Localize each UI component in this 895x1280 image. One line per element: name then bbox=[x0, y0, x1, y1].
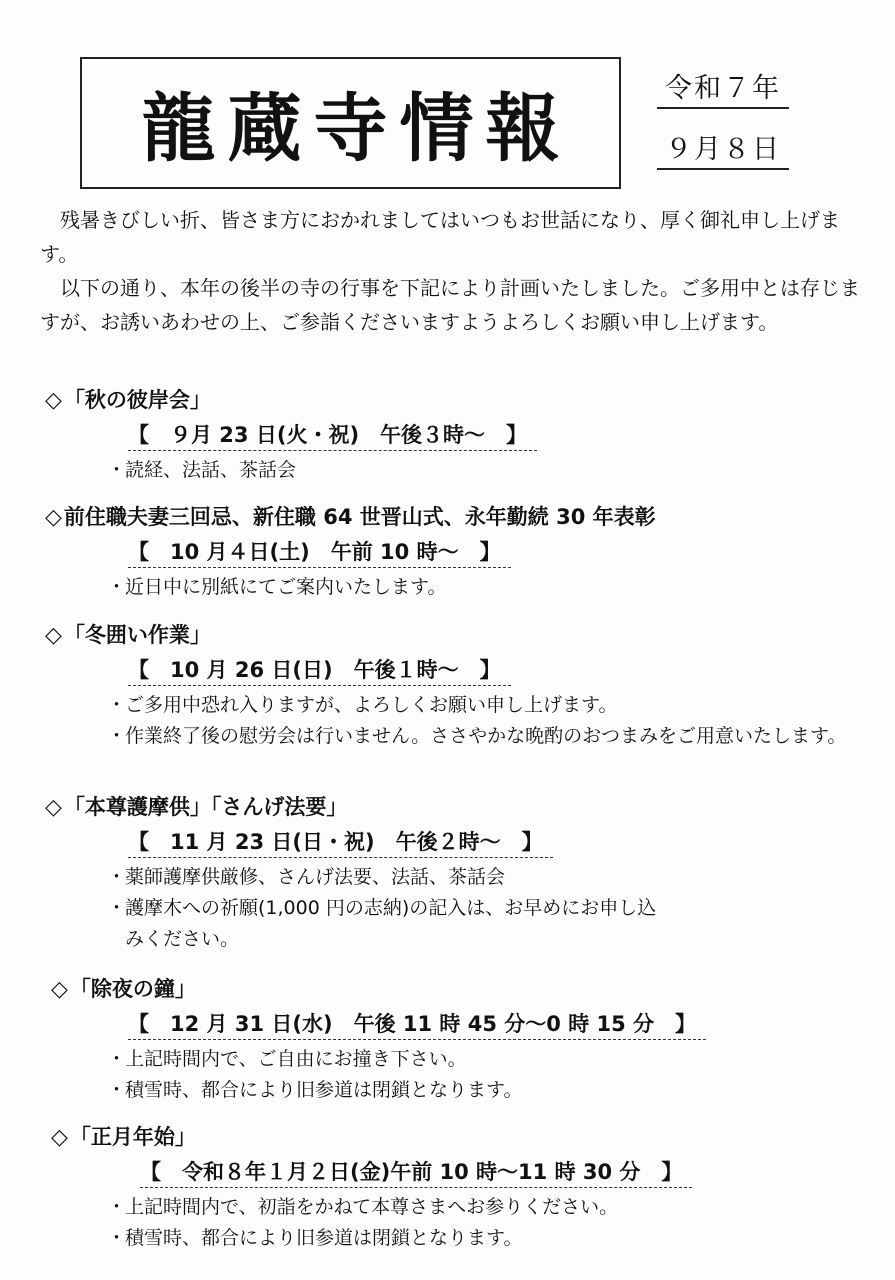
event-title bbox=[45, 1120, 855, 1155]
event-title bbox=[45, 790, 855, 825]
event-title-text: 「本尊護摩供」「さんげ法要」 bbox=[63, 795, 348, 819]
diamond-icon: ◇ bbox=[45, 505, 62, 530]
diamond-icon: ◇ bbox=[51, 977, 68, 1002]
event-notes bbox=[103, 455, 855, 486]
diamond-icon: ◇ bbox=[45, 388, 62, 413]
intro-text bbox=[40, 203, 860, 339]
event-title bbox=[45, 500, 855, 535]
event-notes bbox=[103, 1192, 855, 1254]
intro-paragraph-1: 残暑きびしい折、皆さま方におかれましてはいつもお世話になり、厚く御礼申し上げます。 bbox=[40, 208, 840, 266]
event-note: ・上記時間内で、初詣をかねて本尊さまへお参りください。 bbox=[107, 1196, 619, 1218]
event-title-text: 「正月年始」 bbox=[69, 1125, 196, 1149]
event-title-text: 「除夜の鐘」 bbox=[69, 977, 196, 1001]
event-title bbox=[45, 972, 855, 1007]
page-title: 龍蔵寺情報 bbox=[141, 86, 572, 172]
date-day: ９月８日 bbox=[657, 127, 789, 170]
event-schedule: 【 ９月 23 日(火・祝) 午後３時～ 】 bbox=[128, 420, 537, 451]
event-schedule: 【 10 月４日(土) 午前 10 時～ 】 bbox=[128, 537, 511, 568]
event-goma-service bbox=[45, 790, 855, 955]
event-note: ・薬師護摩供厳修、さんげ法要、法話、茶話会 bbox=[107, 866, 506, 888]
event-notes bbox=[103, 862, 663, 955]
event-note: ・積雪時、都合により旧参道は閉鎖となります。 bbox=[107, 1079, 523, 1101]
event-note: ・近日中に別紙にてご案内いたします。 bbox=[107, 576, 447, 598]
event-schedule: 【 12 月 31 日(水) 午後 11 時 45 分～0 時 15 分 】 bbox=[128, 1009, 706, 1040]
event-notes bbox=[103, 1044, 855, 1106]
event-note: ・ご多用中恐れ入りますが、よろしくお願い申し上げます。 bbox=[107, 694, 618, 716]
event-title-text: 「秋の彼岸会」 bbox=[63, 388, 211, 412]
intro-paragraph-2: 以下の通り、本年の後半の寺の行事を下記により計画いたしました。ご多用中とは存じますが、お誘いあわせの上、ご参詣くださいますようよろしくお願い申し上げます。 bbox=[40, 276, 860, 334]
diamond-icon: ◇ bbox=[45, 795, 62, 820]
diamond-icon: ◇ bbox=[51, 1125, 68, 1150]
event-title-text: 前住職夫妻三回忌、新住職 64 世晋山式、永年勤続 30 年表彰 bbox=[63, 505, 656, 529]
date-era: 令和７年 bbox=[657, 66, 789, 109]
event-schedule: 【 10 月 26 日(日) 午後１時～ 】 bbox=[128, 655, 511, 686]
event-autumn-higan bbox=[45, 383, 855, 486]
event-note: ・上記時間内で、ご自由にお撞き下さい。 bbox=[107, 1048, 467, 1070]
event-schedule: 【 11 月 23 日(日・祝) 午後２時～ 】 bbox=[128, 827, 553, 858]
event-title-text: 「冬囲い作業」 bbox=[63, 623, 211, 647]
event-note: ・積雪時、都合により旧参道は閉鎖となります。 bbox=[107, 1227, 523, 1249]
event-note: ・作業終了後の慰労会は行いません。ささやかな晩酌のおつまみをご用意いたします。 bbox=[107, 725, 847, 747]
event-notes bbox=[103, 572, 855, 603]
title-box bbox=[80, 57, 621, 189]
event-title bbox=[45, 383, 855, 418]
diamond-icon: ◇ bbox=[45, 623, 62, 648]
event-new-year bbox=[45, 1120, 855, 1254]
event-note: ・護摩木への祈願(1,000 円の志納)の記入は、お早めにお申し込みください。 bbox=[107, 897, 657, 950]
event-title bbox=[45, 618, 855, 653]
event-memorial-ceremony bbox=[45, 500, 855, 603]
event-note: ・読経、法話、茶話会 bbox=[107, 459, 297, 481]
event-notes bbox=[103, 690, 855, 752]
event-new-years-eve-bell bbox=[45, 972, 855, 1106]
event-winter-work bbox=[45, 618, 855, 752]
event-schedule: 【 令和８年１月２日(金)午前 10 時～11 時 30 分 】 bbox=[140, 1157, 692, 1188]
